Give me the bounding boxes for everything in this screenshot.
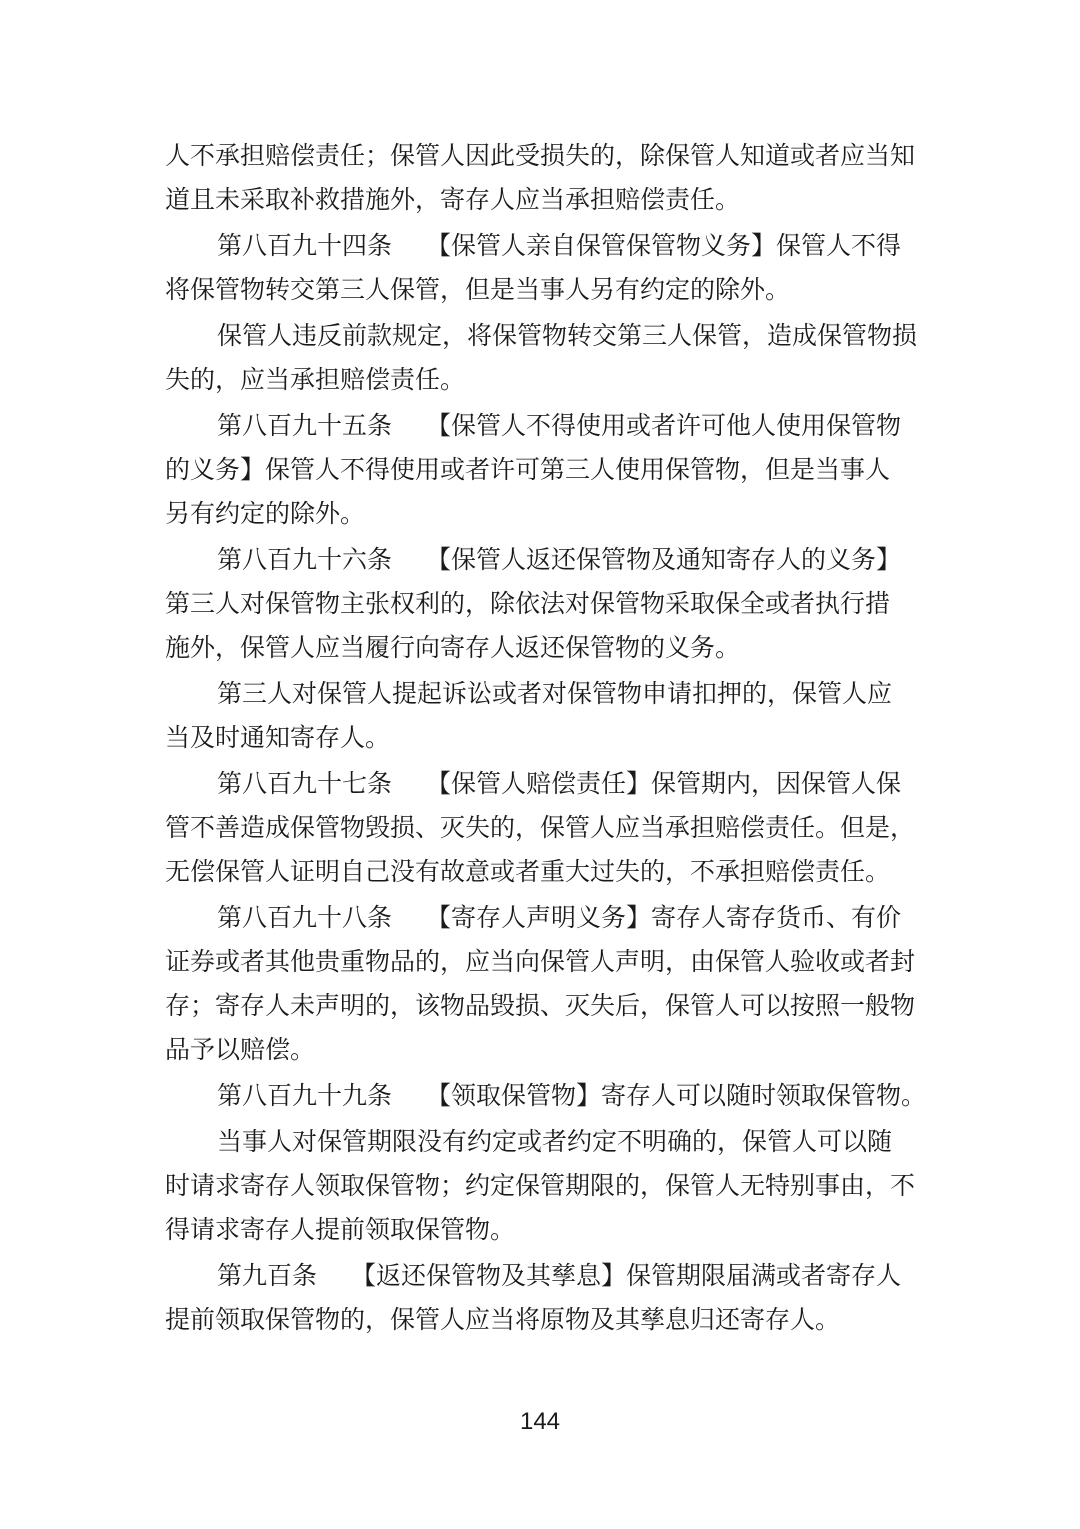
article-897 (217, 764, 901, 804)
text-line: 第三人对保管物主张权利的，除依法对保管物采取保全或者执行措 (165, 589, 891, 618)
article-895 (217, 406, 901, 446)
article-number: 第八百九十七条 (217, 769, 393, 798)
text-line: 当及时通知寄存人。 (165, 723, 391, 752)
text-line: 将保管物转交第三人保管，但是当事人另有约定的除外。 (165, 275, 791, 304)
text-line: 提前领取保管物的，保管人应当将原物及其孳息归还寄存人。 (165, 1305, 841, 1334)
article-number: 第八百九十八条 (217, 903, 393, 932)
article-heading: 【返还保管物及其孳息】保管期限届满或者寄存人 (351, 1261, 902, 1290)
page-number: 144 (519, 1408, 561, 1435)
article-number: 第八百九十四条 (217, 231, 393, 260)
article-heading: 【保管人亲自保管保管物义务】保管人不得 (426, 231, 902, 260)
text-line: 的义务】保管人不得使用或者许可第三人使用保管物，但是当事人 (165, 455, 891, 484)
article-heading: 【领取保管物】寄存人可以随时领取保管物。 (426, 1081, 927, 1110)
text-line: 时请求寄存人领取保管物；约定保管期限的，保管人无特别事由，不 (165, 1171, 916, 1200)
text-line: 保管人违反前款规定，将保管物转交第三人保管，造成保管物损 (217, 321, 918, 350)
article-heading: 【寄存人声明义务】寄存人寄存货币、有价 (426, 903, 902, 932)
article-number: 第九百条 (217, 1261, 318, 1290)
article-heading: 【保管人不得使用或者许可他人使用保管物 (426, 411, 902, 440)
text-line: 施外，保管人应当履行向寄存人返还保管物的义务。 (165, 633, 741, 662)
text-line: 人不承担赔偿责任；保管人因此受损失的，除保管人知道或者应当知 (165, 141, 916, 170)
article-number: 第八百九十九条 (217, 1081, 393, 1110)
text-line: 无偿保管人证明自己没有故意或者重大过失的，不承担赔偿责任。 (165, 857, 891, 886)
article-898 (217, 898, 901, 938)
text-line: 当事人对保管期限没有约定或者约定不明确的，保管人可以随 (217, 1127, 893, 1156)
text-line: 另有约定的除外。 (165, 499, 366, 528)
article-900 (217, 1256, 901, 1296)
text-line: 第三人对保管人提起诉讼或者对保管物申请扣押的，保管人应 (217, 679, 893, 708)
article-896 (217, 540, 901, 580)
article-number: 第八百九十五条 (217, 411, 393, 440)
article-heading: 【保管人赔偿责任】保管期内，因保管人保 (426, 769, 902, 798)
text-line: 证券或者其他贵重物品的，应当向保管人声明，由保管人验收或者封 (165, 947, 916, 976)
text-line: 管不善造成保管物毁损、灭失的，保管人应当承担赔偿责任。但是， (165, 813, 916, 842)
text-line: 得请求寄存人提前领取保管物。 (165, 1215, 516, 1244)
article-number: 第八百九十六条 (217, 545, 393, 574)
article-894 (217, 226, 901, 266)
text-line: 品予以赔偿。 (165, 1035, 316, 1064)
article-heading: 【保管人返还保管物及通知寄存人的义务】 (426, 545, 902, 574)
text-line: 存；寄存人未声明的，该物品毁损、灭失后，保管人可以按照一般物 (165, 991, 916, 1020)
text-line: 失的，应当承担赔偿责任。 (165, 365, 466, 394)
text-line: 道且未采取补救措施外，寄存人应当承担赔偿责任。 (165, 185, 741, 214)
article-899 (217, 1076, 926, 1116)
